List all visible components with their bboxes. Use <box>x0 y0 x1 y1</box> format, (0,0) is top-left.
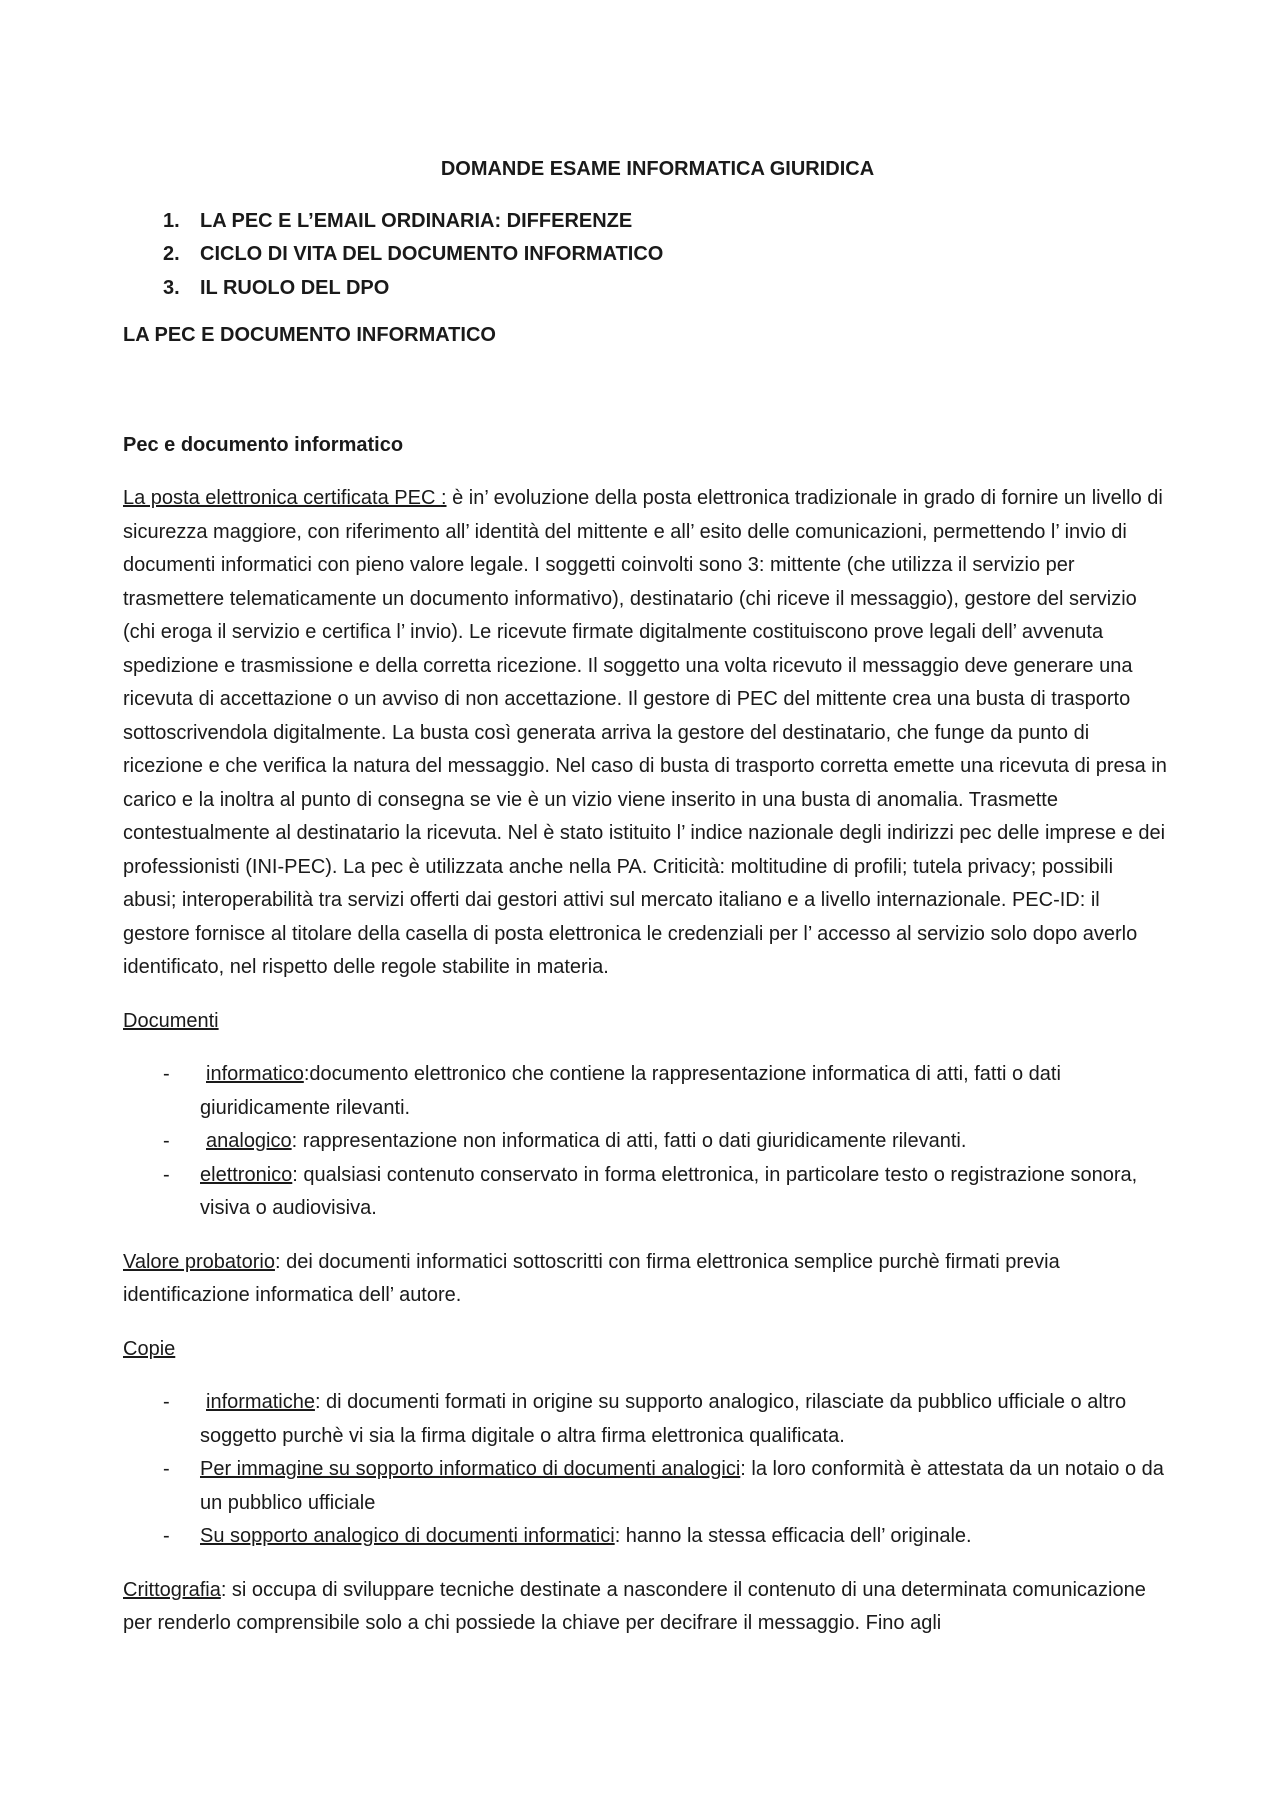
list-item-term: Su sopporto analogico di documenti informatici <box>200 1525 615 1547</box>
question-item <box>123 238 1170 272</box>
list-item-term: informatiche <box>206 1391 315 1413</box>
question-text: LA PEC E L’EMAIL ORDINARIA: DIFFERENZE <box>200 209 633 232</box>
list-item-term: Per immagine su sopporto informatico di documenti analogici <box>200 1458 741 1480</box>
list-item <box>123 1125 1170 1159</box>
copie-heading: Copie <box>123 1337 176 1360</box>
pec-paragraph <box>123 482 1170 985</box>
bullet-dash: - <box>163 1163 170 1186</box>
pec-separator: : <box>440 487 447 509</box>
documenti-list <box>123 1058 1170 1226</box>
pec-term: La posta elettronica certificata PEC <box>123 487 441 509</box>
question-number: 2. <box>163 243 180 265</box>
list-item-term: analogico <box>206 1130 292 1152</box>
list-item-text: : la loro conformità è attestata da un notaio o da un pubblico ufficiale <box>200 1458 1164 1514</box>
list-item <box>123 1453 1170 1520</box>
crittografia-text: : si occupa di sviluppare tecniche destinate a nascondere il contenuto di una determinata comunicazione per renderlo comprensibile solo a chi possiede la chiave per decifrare il messaggio. Fino agli <box>123 1578 1146 1634</box>
list-item <box>123 1058 1170 1125</box>
bullet-dash: - <box>163 1130 170 1152</box>
bullet-dash: - <box>163 1391 170 1413</box>
list-item-term: elettronico <box>200 1163 293 1186</box>
valore-paragraph <box>123 1246 1170 1313</box>
crittografia-term: Crittografia <box>123 1578 221 1601</box>
list-item-term: informatico <box>206 1063 304 1085</box>
section-title: LA PEC E DOCUMENTO INFORMATICO <box>123 324 496 346</box>
crittografia-paragraph <box>123 1574 1170 1641</box>
list-item <box>123 1386 1170 1453</box>
list-item-text: : rappresentazione non informatica di atti, fatti o dati giuridicamente rilevanti. <box>291 1130 967 1152</box>
pec-text: è in’ evoluzione della posta elettronica tradizionale in grado di fornire un livello di sicurezza maggiore, con riferimento all’ identità del mittente e all’ esito delle comunicazioni, permettendo l’ invio di documenti informatici con pieno valore legale. I soggetti coinvolti sono 3: mittente (che utilizza il servizio per trasmettere telematicamente un documento informativo), destinatario (chi riceve il messaggio), gestore del servizio (chi eroga il servizio e certifica l’ invio). Le ricevute firmate digitalmente costituiscono prove legali dell’ avvenuta spedizione e trasmissione e della corretta ricezione. Il soggetto una volta ricevuto il messaggio deve generare una ricevuta di accettazione o un avviso di non accettazione. Il gestore di PEC del mittente crea una busta di trasporto sottoscrivendola digitalmente. La busta così generata arriva la gestore del destinatario, che funge da punto di ricezione e che verifica la natura del messaggio. Nel caso di busta di trasporto corretta emette una ricevuta di presa in carico e la inoltra al punto di consegna se vie è un vizio viene inserito in una busta di anomalia. Trasmette contestualmente al destinatario la ricevuta. Nel è stato istituito l’ indice nazionale degli indirizzi pec delle imprese e dei professionisti (INI-PEC). La pec è utilizzata anche nella PA. Criticità: moltitudine di profili; tutela privacy; possibili abusi; interoperabilità tra servizi offerti dai gestori attivi sul mercato italiano e a livello internazionale. PEC-ID: il gestore fornisce al titolare della casella di posta elettronica le credenziali per l’ accesso al servizio solo dopo averlo identificato, nel rispetto delle regole stabilite in materia. <box>123 487 1167 978</box>
bullet-dash: - <box>163 1063 170 1085</box>
document-title: DOMANDE ESAME INFORMATICA GIURIDICA <box>440 158 875 180</box>
list-item <box>123 1159 1170 1226</box>
question-text: IL RUOLO DEL DPO <box>200 276 390 299</box>
question-text: CICLO DI VITA DEL DOCUMENTO INFORMATICO <box>200 243 664 265</box>
list-item <box>123 1520 1170 1554</box>
subsection-title: Pec e documento informatico <box>123 433 404 456</box>
copie-list <box>123 1386 1170 1554</box>
bullet-dash: - <box>163 1525 170 1547</box>
list-item-text: : di documenti formati in origine su supporto analogico, rilasciate da pubblico ufficiale o altro soggetto purchè vi sia la firma digitale o altra firma elettronica qualificata. <box>200 1391 1127 1447</box>
question-number: 1. <box>163 209 180 232</box>
question-item <box>123 272 1170 306</box>
question-item <box>123 205 1170 239</box>
bullet-dash: - <box>163 1458 170 1480</box>
list-item-text: :documento elettronico che contiene la rappresentazione informatica di atti, fatti o dati giuridicamente rilevanti. <box>200 1063 1061 1119</box>
valore-term: Valore probatorio <box>123 1250 275 1273</box>
documenti-heading: Documenti <box>123 1009 219 1032</box>
question-number: 3. <box>163 276 180 299</box>
document-body <box>123 153 1170 1661</box>
question-list <box>123 205 1170 306</box>
list-item-text: : hanno la stessa efficacia dell’ originale. <box>614 1525 972 1547</box>
valore-text: : dei documenti informatici sottoscritti con firma elettronica semplice purchè firmati previa identificazione informatica dell’ autore. <box>123 1250 1060 1306</box>
list-item-text: : qualsiasi contenuto conservato in forma elettronica, in particolare testo o registrazione sonora, visiva o audiovisiva. <box>200 1163 1138 1219</box>
